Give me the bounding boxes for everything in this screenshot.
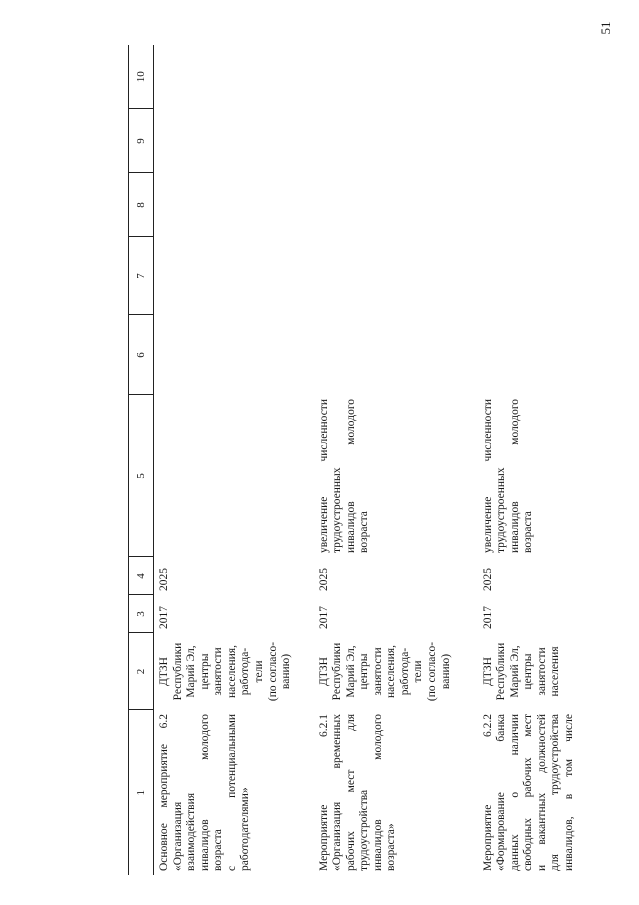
text-line: центры	[198, 653, 211, 690]
column-number: 10	[129, 45, 154, 109]
empty-cell	[478, 45, 577, 109]
empty-cell	[314, 173, 478, 237]
empty-cell	[314, 45, 478, 109]
text-line: Мероприятие 6.2.2	[481, 714, 494, 871]
column-number: 5	[129, 395, 154, 557]
text-line: инвалидов молодого	[508, 399, 521, 553]
empty-cell	[154, 237, 314, 315]
text-line: тели	[412, 660, 425, 683]
text-line: возраста	[522, 511, 535, 553]
empty-cell	[478, 109, 577, 173]
start-year-cell: 2017	[317, 606, 330, 629]
text-line: Марий Эл,	[185, 645, 198, 698]
text-line: тели	[252, 660, 265, 683]
table-row	[478, 45, 577, 875]
rotated-table-container	[128, 45, 575, 875]
text-line: увеличение численности	[481, 399, 494, 553]
text-line: центры	[522, 653, 535, 690]
text-line: Марий Эл,	[344, 645, 357, 698]
text-line: занятости	[371, 647, 384, 696]
text-line: Республики	[331, 642, 344, 701]
text-line: возраста	[358, 511, 371, 553]
start-year-cell: 2017	[481, 606, 494, 629]
empty-cell	[478, 237, 577, 315]
empty-cell	[154, 173, 314, 237]
empty-cell	[478, 315, 577, 395]
text-line: «Организация	[171, 801, 184, 871]
text-line: инвалидов молодого	[371, 714, 384, 871]
program-table	[128, 45, 576, 875]
text-line: трудоустроенных	[331, 467, 344, 553]
text-line: (по согласо-	[266, 641, 279, 702]
text-line: свободных рабочих мест	[522, 714, 535, 871]
table-row	[154, 45, 314, 875]
executor-cell	[314, 633, 478, 710]
column-number: 6	[129, 315, 154, 395]
column-number: 7	[129, 237, 154, 315]
text-line: ДТЗН	[317, 657, 330, 686]
end-year-cell: 2025	[481, 568, 494, 591]
column-number: 9	[129, 109, 154, 173]
text-line: возраста	[212, 829, 225, 871]
text-line: ДТЗН	[481, 657, 494, 686]
text-line: Основное мероприятие 6.2	[158, 714, 170, 871]
start-year-cell: 2017	[158, 606, 170, 629]
measure-name-cell	[154, 710, 314, 875]
text-line: рабочих мест для	[344, 714, 357, 871]
executor-cell	[154, 633, 314, 710]
empty-cell	[154, 45, 314, 109]
column-number: 1	[129, 710, 154, 875]
text-line: с потенциальными	[225, 714, 238, 871]
measure-name-cell	[478, 710, 577, 875]
text-line: инвалидов молодого	[344, 399, 357, 553]
column-number: 8	[129, 173, 154, 237]
text-line: и вакантных должностей	[535, 714, 548, 871]
text-line: работодателями»	[239, 787, 252, 871]
text-line: ДТЗН	[158, 657, 170, 686]
text-line: населения,	[225, 645, 238, 698]
text-line: ванию)	[280, 653, 293, 690]
text-line: Марий Эл,	[508, 645, 521, 698]
text-line: (по согласо-	[426, 641, 438, 702]
result-cell	[154, 395, 314, 557]
text-line: ванию)	[439, 653, 452, 690]
text-line: Республики	[171, 642, 184, 701]
result-cell	[314, 395, 478, 557]
column-number-row	[129, 45, 154, 875]
text-line: взаимодействия	[185, 792, 198, 871]
text-line: занятости	[535, 647, 548, 696]
table-row	[314, 45, 478, 875]
empty-cell	[154, 315, 314, 395]
end-year-cell: 2025	[317, 568, 330, 591]
empty-cell	[478, 173, 577, 237]
empty-cell	[314, 237, 478, 315]
column-number: 2	[129, 633, 154, 710]
executor-cell	[478, 633, 577, 710]
text-line: увеличение численности	[317, 399, 330, 553]
measure-name-cell	[314, 710, 478, 875]
text-line: трудоустроенных	[495, 467, 508, 553]
empty-cell	[314, 109, 478, 173]
text-line: «Организация временных	[331, 714, 344, 871]
text-line: работода-	[398, 647, 411, 696]
text-line: инвалидов, в том числе	[562, 714, 575, 871]
result-cell	[478, 395, 577, 557]
empty-cell	[154, 109, 314, 173]
text-line: «Формирование банка	[495, 714, 508, 871]
text-line: для трудоустройства	[549, 714, 562, 871]
text-line: инвалидов молодого	[198, 714, 211, 871]
column-number: 4	[129, 557, 154, 595]
end-year-cell: 2025	[158, 568, 170, 591]
text-line: Республики	[495, 642, 508, 701]
text-line: населения,	[385, 645, 398, 698]
text-line: населения	[549, 646, 562, 697]
text-line: возраста»	[385, 823, 398, 871]
text-line: занятости	[212, 647, 225, 696]
text-line: центры	[358, 653, 371, 690]
empty-cell	[314, 315, 478, 395]
text-line: данных о наличии	[508, 714, 521, 871]
text-line: работода-	[239, 647, 252, 696]
text-line: трудоустройства	[358, 789, 371, 871]
column-number: 3	[129, 595, 154, 633]
text-line: Мероприятие 6.2.1	[317, 714, 330, 871]
page-number: 51	[598, 21, 613, 35]
